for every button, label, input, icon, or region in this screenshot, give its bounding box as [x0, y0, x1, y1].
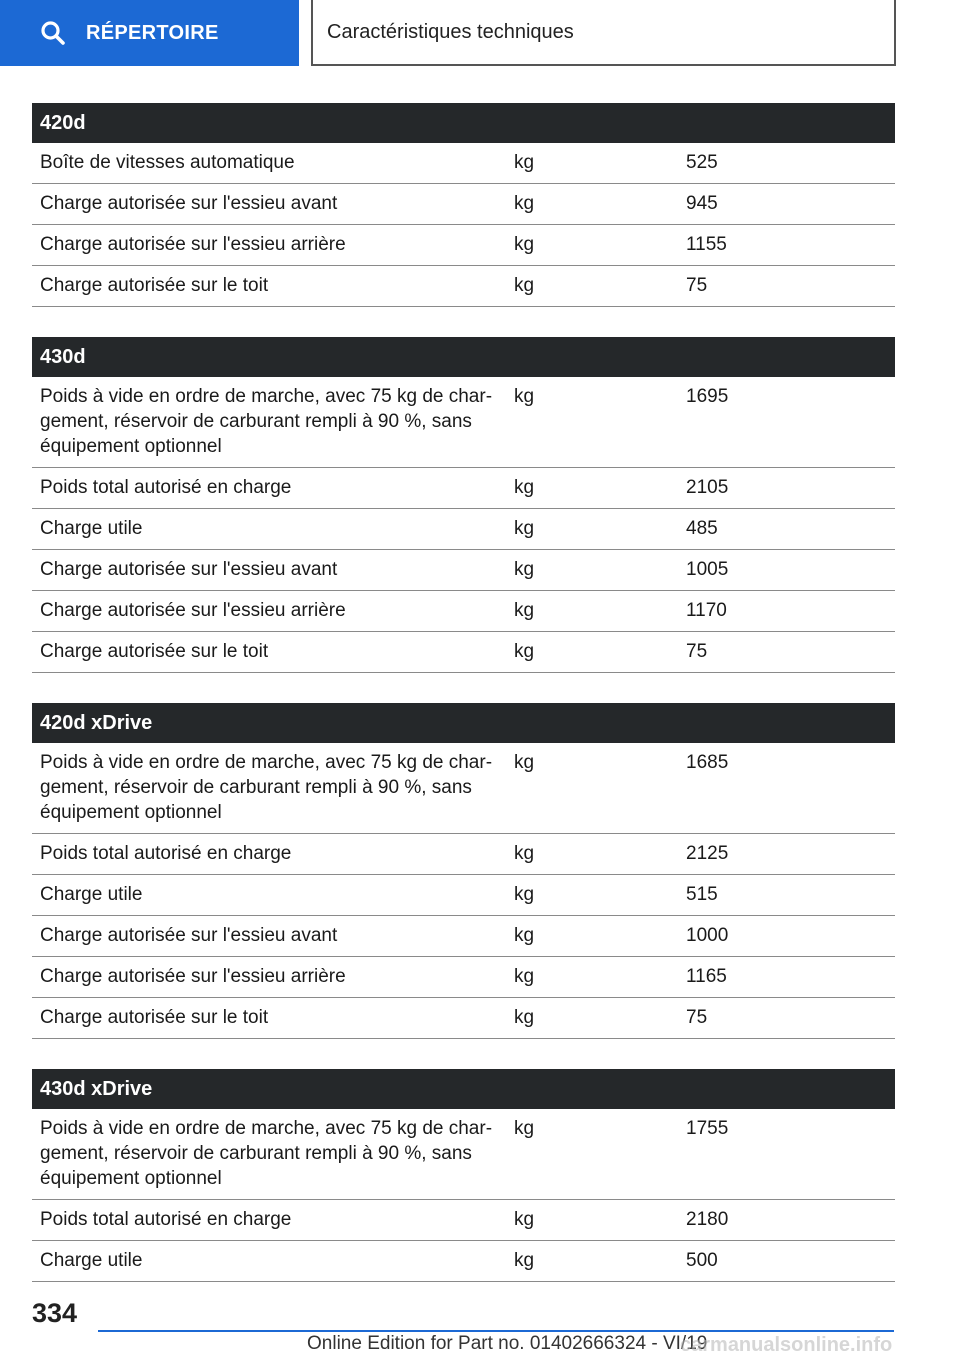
row-value: 1005: [678, 550, 895, 591]
row-value: 515: [678, 875, 895, 916]
chapter-title: Caractéristiques techniques: [327, 20, 574, 43]
row-unit: kg: [506, 632, 678, 673]
row-label: Poids à vide en ordre de marche, avec 75 kg de char- gement, réservoir de carburant rempli à 90 %, sans équipement optionnel: [32, 743, 506, 834]
table-row: [32, 509, 895, 550]
spec-table: [32, 337, 895, 673]
spec-table: [32, 103, 895, 307]
row-value: 2180: [678, 1200, 895, 1241]
table-row: [32, 834, 895, 875]
row-value: 1685: [678, 743, 895, 834]
row-unit: kg: [506, 1109, 678, 1200]
row-label: Charge utile: [32, 1241, 506, 1282]
row-value: 1165: [678, 957, 895, 998]
row-value: 2125: [678, 834, 895, 875]
toc-label: RÉPERTOIRE: [86, 21, 219, 44]
edition-info: Online Edition for Part no. 01402666324 - VI/19: [307, 1333, 708, 1354]
table-row: [32, 1200, 895, 1241]
table-row: [32, 957, 895, 998]
row-value: 1000: [678, 916, 895, 957]
table-title: 420d: [32, 103, 895, 143]
row-label: Charge autorisée sur le toit: [32, 998, 506, 1039]
row-label: Poids total autorisé en charge: [32, 468, 506, 509]
table-row: [32, 184, 895, 225]
row-unit: kg: [506, 998, 678, 1039]
table-row: [32, 468, 895, 509]
row-unit: kg: [506, 916, 678, 957]
row-label: Charge utile: [32, 875, 506, 916]
row-unit: kg: [506, 225, 678, 266]
row-label: Poids total autorisé en charge: [32, 1200, 506, 1241]
row-value: 485: [678, 509, 895, 550]
row-label: Charge autorisée sur l'essieu arrière: [32, 957, 506, 998]
row-label: Charge utile: [32, 509, 506, 550]
row-label: Poids total autorisé en charge: [32, 834, 506, 875]
row-label: Charge autorisée sur le toit: [32, 632, 506, 673]
row-value: 2105: [678, 468, 895, 509]
table-row: [32, 377, 895, 468]
row-unit: kg: [506, 1241, 678, 1282]
spec-tables-container: [32, 103, 895, 1312]
row-unit: kg: [506, 1200, 678, 1241]
row-unit: kg: [506, 550, 678, 591]
table-row: [32, 632, 895, 673]
row-label: Charge autorisée sur l'essieu avant: [32, 550, 506, 591]
table-row: [32, 1109, 895, 1200]
row-value: 75: [678, 632, 895, 673]
footer-divider: [98, 1330, 894, 1332]
table-row: [32, 550, 895, 591]
top-navigation-bar: [0, 0, 960, 66]
row-label: Boîte de vitesses automatique: [32, 143, 506, 184]
row-value: 75: [678, 266, 895, 307]
table-title: 420d xDrive: [32, 703, 895, 743]
page-number: 334: [32, 1298, 78, 1328]
table-row: [32, 266, 895, 307]
row-value: 500: [678, 1241, 895, 1282]
row-label: Charge autorisée sur l'essieu arrière: [32, 225, 506, 266]
row-unit: kg: [506, 143, 678, 184]
table-row: [32, 591, 895, 632]
table-title: 430d xDrive: [32, 1069, 895, 1109]
row-label: Charge autorisée sur le toit: [32, 266, 506, 307]
row-unit: kg: [506, 875, 678, 916]
chapter-title-link[interactable]: [311, 0, 896, 66]
table-title: 430d: [32, 337, 895, 377]
table-row: [32, 743, 895, 834]
watermark: carmanualsonline.info: [680, 1334, 893, 1356]
table-row: [32, 875, 895, 916]
row-value: 1695: [678, 377, 895, 468]
row-label: Poids à vide en ordre de marche, avec 75 kg de char- gement, réservoir de carburant rempli à 90 %, sans équipement optionnel: [32, 1109, 506, 1200]
table-row: [32, 225, 895, 266]
row-unit: kg: [506, 266, 678, 307]
row-value: 1755: [678, 1109, 895, 1200]
spec-table: [32, 1069, 895, 1282]
table-row: [32, 916, 895, 957]
row-value: 75: [678, 998, 895, 1039]
row-value: 945: [678, 184, 895, 225]
row-unit: kg: [506, 468, 678, 509]
toc-button[interactable]: [0, 0, 299, 66]
row-value: 1155: [678, 225, 895, 266]
table-row: [32, 143, 895, 184]
row-label: Poids à vide en ordre de marche, avec 75 kg de char- gement, réservoir de carburant rempli à 90 %, sans équipement optionnel: [32, 377, 506, 468]
row-unit: kg: [506, 743, 678, 834]
row-label: Charge autorisée sur l'essieu arrière: [32, 591, 506, 632]
row-value: 1170: [678, 591, 895, 632]
row-unit: kg: [506, 957, 678, 998]
row-unit: kg: [506, 834, 678, 875]
table-row: [32, 998, 895, 1039]
row-unit: kg: [506, 591, 678, 632]
row-unit: kg: [506, 184, 678, 225]
spec-table: [32, 703, 895, 1039]
row-label: Charge autorisée sur l'essieu avant: [32, 916, 506, 957]
row-value: 525: [678, 143, 895, 184]
row-unit: kg: [506, 509, 678, 550]
row-unit: kg: [506, 377, 678, 468]
table-row: [32, 1241, 895, 1282]
search-icon: [40, 20, 66, 46]
row-label: Charge autorisée sur l'essieu avant: [32, 184, 506, 225]
